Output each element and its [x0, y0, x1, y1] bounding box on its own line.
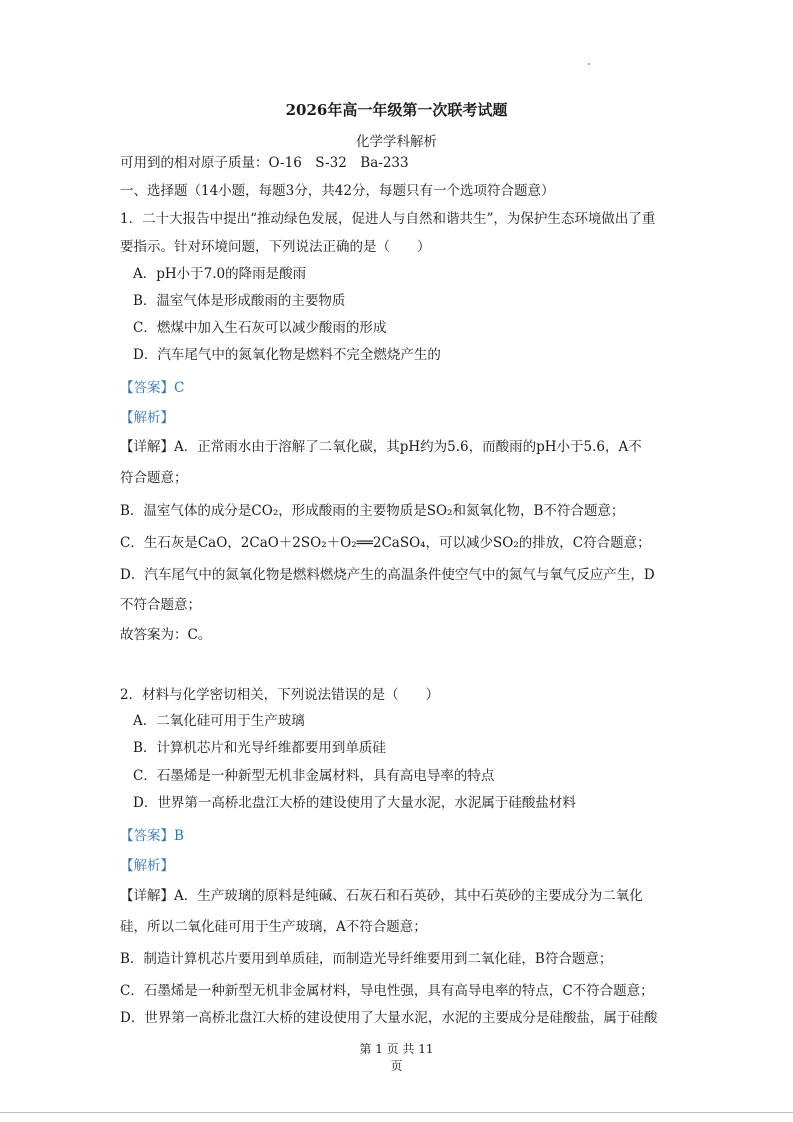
q1-detail-line2: 符合题意；: [120, 470, 188, 486]
q1-conclusion: 故答案为：C。: [120, 627, 212, 643]
page-subtitle: 化学学科解析: [356, 134, 437, 150]
q1-option-d: D．汽车尾气中的氮氧化物是燃料不完全燃烧产生的: [133, 347, 441, 363]
q2-analysis-tag: 【解析】: [120, 858, 174, 874]
q2-detail-b: B．制造计算机芯片要用到单质硅，而制造光导纤维要用到二氧化硅，B符合题意；: [120, 951, 613, 967]
q1-analysis-tag: 【解析】: [120, 410, 174, 426]
q2-detail-line2: 硅，所以二氧化硅可用于生产玻璃，A不符合题意；: [120, 919, 427, 935]
page-title: 2026年高一年级第一次联考试题: [285, 101, 508, 119]
q1-stem-line2: 要指示。针对环境问题，下列说法正确的是（ ）: [120, 239, 431, 255]
q2-detail-line1: 【详解】A．生产玻璃的原料是纯碱、石灰石和石英砂，其中石英砂的主要成分为二氧化: [120, 888, 643, 904]
q2-answer: 【答案】B: [120, 828, 184, 844]
q1-option-c: C．燃煤中加入生石灰可以减少酸雨的形成: [133, 320, 387, 336]
atomic-masses: 可用到的相对原子质量：O-16 S-32 Ba-233: [120, 155, 409, 171]
q2-option-a: A．二氧化硅可用于生产玻璃: [133, 713, 305, 729]
q1-detail-d1: D．汽车尾气中的氮氧化物是燃料燃烧产生的高温条件使空气中的氮气与氧气反应产生，D: [120, 567, 655, 583]
q1-stem-line1: 1．二十大报告中提出“推动绿色发展，促进人与自然和谐共生”，为保护生态环境做出了重: [120, 211, 656, 227]
page-bottom-rule: [0, 1112, 793, 1113]
q1-detail-b: B．温室气体的成分是CO₂，形成酸雨的主要物质是SO₂和氮氧化物，B不符合题意；: [120, 503, 625, 519]
section-heading: 一、选择题（14小题，每题3分，共42分，每题只有一个选项符合题意）: [120, 183, 555, 199]
q2-option-b: B．计算机芯片和光导纤维都要用到单质硅: [133, 740, 386, 756]
speck-mark: [588, 63, 590, 65]
q1-option-a: A．pH小于7.0的降雨是酸雨: [133, 266, 307, 282]
q2-detail-d1: D．世界第一高桥北盘江大桥的建设使用了大量水泥，水泥的主要成分是硅酸盐，属于硅酸: [120, 1010, 658, 1026]
page-footer-line2: 页: [390, 1059, 403, 1073]
q2-option-c: C．石墨烯是一种新型无机非金属材料，具有高电导率的特点: [133, 768, 495, 784]
q1-option-b: B．温室气体是形成酸雨的主要物质: [133, 293, 346, 309]
q1-detail-c: C．生石灰是CaO，2CaO＋2SO₂＋O₂══2CaSO₄，可以减少SO₂的排放，C符合题意；: [120, 535, 651, 551]
q1-detail-d2: 不符合题意；: [120, 597, 201, 613]
q2-detail-c: C．石墨烯是一种新型无机非金属材料，导电性强，具有高导电率的特点，C不符合题意；: [120, 983, 654, 999]
q2-option-d: D．世界第一高桥北盘江大桥的建设使用了大量水泥，水泥属于硅酸盐材料: [133, 795, 576, 811]
q1-detail-line1: 【详解】A．正常雨水由于溶解了二氧化碳，其pH约为5.6，而酸雨的pH小于5.6，A不: [120, 439, 642, 455]
q1-answer: 【答案】C: [120, 380, 185, 396]
page-footer-line1: 第 1 页 共 11: [359, 1042, 434, 1056]
q2-stem: 2．材料与化学密切相关，下列说法错误的是（ ）: [120, 687, 440, 703]
